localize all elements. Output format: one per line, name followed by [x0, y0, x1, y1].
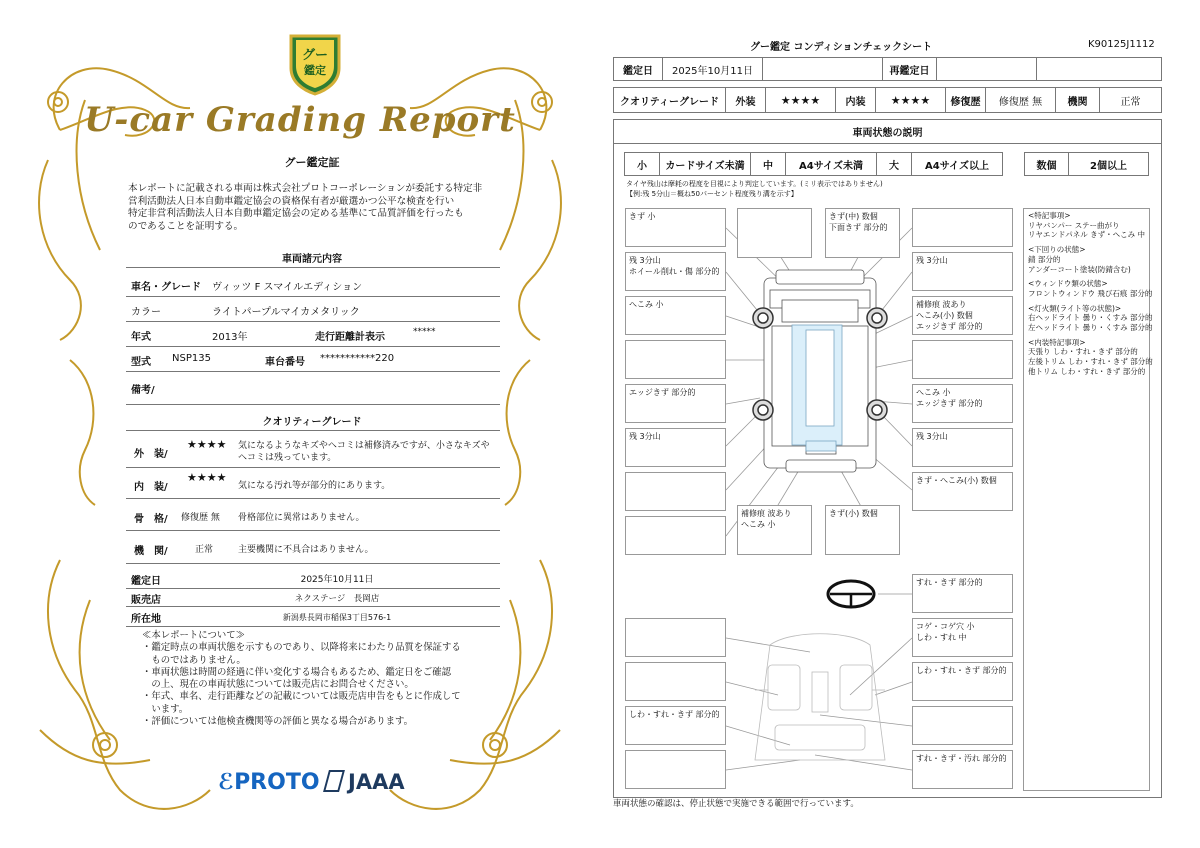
jaaa-logo: JAAA — [326, 770, 405, 794]
exterior-label: 外装 — [725, 87, 766, 113]
exterior-stars: ★★★★ — [765, 87, 836, 113]
damage-box-top-2: きず(中) 数個 下面きず 部分的 — [825, 208, 900, 258]
frame-value: 修復歴 無 — [181, 513, 220, 523]
damage-box-interior-right-3 — [912, 706, 1013, 745]
specs-section-title: 車両諸元内容 — [282, 254, 342, 265]
damage-box-steering: すれ・きず 部分的 — [912, 574, 1013, 613]
size-count: 数個 — [1024, 152, 1069, 176]
appraisal-date-label: 鑑定日 — [131, 576, 161, 587]
special-notes: <特記事項> リヤバンパー ステー曲がり リヤエンドパネル きず・へこみ 中 <下回りの状態> 錆 部分的 アンダーコート塗装(防錆含む) <ウィンドウ類の状態> フロントウィンドウ 飛び石痕 部分的 <灯火類(ライト等の状態)> 右ヘッドライト 曇り・くすみ 部分的 左ヘッドライト 曇り・くすみ 部分的 <内装特記事項> 天張り しわ・すれ・きず 部分的 左後トリム しわ・すれ・きず 部分的 他トリム しわ・すれ・きず 部分的 — [1023, 208, 1150, 791]
model-value: NSP135 — [172, 353, 211, 364]
proto-mark-icon: ℰ — [218, 770, 235, 795]
engine-value: 正常 — [195, 545, 214, 555]
damage-box-left-5: エッジきず 部分的 — [625, 384, 726, 423]
intro-text: 本レポートに記載される車両は株式会社プロトコーポレーションが委託する特定非 営利活動法人日本自動車鑑定協会の資格保有者が厳選かつ公平な検査を行い 特定非営利活動法人日本自動車鑑定協会の定める基準にて品質評価を行ったも のであることを証明する。 — [128, 183, 483, 232]
size-small: 小 — [624, 152, 660, 176]
color-label: カラー — [131, 307, 161, 318]
damage-box-left-6: 残 3分山 — [625, 428, 726, 467]
doc-id: K90125J1112 — [1088, 39, 1155, 50]
history-label: 修復歴 — [945, 87, 986, 113]
check-sheet-panel — [600, 0, 1200, 848]
damage-box-left-3: へこみ 小 — [625, 296, 726, 335]
sheet-footer: 車両状態の確認は、停止状態で実施できる範囲で行っています。 — [613, 799, 859, 809]
model-label: 型式 — [131, 357, 151, 368]
engine-label: 機 関/ — [134, 546, 168, 557]
damage-box-right-7: きず・へこみ(小) 数個 — [912, 472, 1013, 511]
exterior-stars: ★★★★ — [187, 438, 227, 451]
chassis-value: ***********220 — [320, 353, 395, 364]
steering-wheel-icon — [828, 581, 874, 607]
interior-label: 内 装/ — [134, 482, 168, 493]
interior-stars: ★★★★ — [875, 87, 946, 113]
damage-box-right-2: 残 3分山 — [912, 252, 1013, 291]
damage-box-left-8 — [625, 516, 726, 555]
mileage-label: 走行距離計表示 — [315, 332, 385, 343]
address-value: 新潟県長岡市稲保3丁目576-1 — [282, 613, 392, 622]
damage-box-right-1 — [912, 208, 1013, 247]
badge-line2: 鑑定 — [304, 64, 326, 77]
interior-stars: ★★★★ — [187, 471, 227, 484]
size-small-desc: カードサイズ未満 — [659, 152, 751, 176]
interior-text: 気になる汚れ等が部分的にあります。 — [238, 481, 391, 491]
name-label: 車名・グレード — [131, 282, 201, 293]
damage-box-right-3: 補修痕 波あり へこみ(小) 数個 エッジきず 部分的 — [912, 296, 1013, 335]
tire-note: タイヤ残山は摩耗の程度を目視により判定しています。(ミリ表示ではありません) 【例:残 5分山＝概ね50パーセント程度残り溝を示す】 — [626, 180, 883, 198]
exterior-label: 外 装/ — [134, 449, 168, 460]
report-title: U-car Grading Report — [84, 100, 516, 140]
reappraisal-label: 再鑑定日 — [882, 57, 937, 81]
jaaa-mark-icon — [323, 770, 345, 792]
year-label: 年式 — [131, 332, 151, 343]
damage-box-interior-left-2 — [625, 662, 726, 701]
damage-box-interior-left-4 — [625, 750, 726, 789]
engine-label: 機関 — [1055, 87, 1100, 113]
appraisal-date-value: 2025年10月11日 — [300, 575, 374, 585]
quality-grade-label: クオリティーグレード — [613, 87, 726, 113]
engine-text: 主要機関に不具合はありません。 — [238, 545, 374, 555]
damage-box-right-5: へこみ 小 エッジきず 部分的 — [912, 384, 1013, 423]
damage-box-interior-right-2: しわ・すれ・きず 部分的 — [912, 662, 1013, 701]
goo-appraisal-badge — [287, 30, 343, 96]
name-value: ヴィッツ F スマイルエディション — [212, 282, 363, 293]
size-large: 大 — [876, 152, 912, 176]
exterior-text: 気になるようなキズやヘコミは補修済みですが、小さなキズや ヘコミは残っています。 — [238, 441, 490, 463]
remarks-label: 備考/ — [131, 385, 155, 396]
address-label: 所在地 — [131, 614, 161, 625]
damage-box-bottom-1: 補修痕 波あり へこみ 小 — [737, 505, 812, 555]
chassis-label: 車台番号 — [265, 357, 305, 368]
color-value: ライトパープルマイカメタリック — [212, 307, 360, 318]
cert-title: グー鑑定証 — [284, 156, 340, 169]
mileage-value: ***** — [413, 327, 436, 337]
frame-label: 骨 格/ — [134, 514, 168, 525]
size-large-desc: A4サイズ以上 — [911, 152, 1003, 176]
size-count-desc: 2個以上 — [1068, 152, 1149, 176]
interior-label: 内装 — [835, 87, 876, 113]
engine-value: 正常 — [1099, 87, 1162, 113]
damage-box-interior-left-1 — [625, 618, 726, 657]
date-label: 鑑定日 — [613, 57, 663, 81]
notes: ≪本レポートについて≫ ・鑑定時点の車両状態を示すものであり、以降将来にわたり品質を保証する ものではありません。 ・車両状態は時間の経過に伴い変化する場合もあるため、鑑定日をご確認 の上、現在の車両状態については販売店にお問合せください。 ・年式、車名、走行距離などの記載については販売店申告をもとに作成して います。 ・評価については他検査機関等の評価と異なる場合があります。 — [142, 630, 461, 728]
damage-box-interior-left-3: しわ・すれ・きず 部分的 — [625, 706, 726, 745]
damage-box-interior-right-1: コゲ・コゲ穴 小 しわ・すれ 中 — [912, 618, 1013, 657]
history-value: 修復歴 無 — [985, 87, 1056, 113]
damage-box-left-4 — [625, 340, 726, 379]
damage-box-interior-right-4: すれ・きず・汚れ 部分的 — [912, 750, 1013, 789]
size-medium: 中 — [750, 152, 786, 176]
badge-line1: グー — [301, 48, 328, 63]
date-value: 2025年10月11日 — [662, 57, 763, 81]
frame-text: 骨格部位に異常はありません。 — [238, 513, 365, 523]
quality-section-title: クオリティーグレード — [262, 417, 362, 428]
damage-box-left-7 — [625, 472, 726, 511]
sheet-title: グー鑑定 コンディションチェックシート — [750, 42, 933, 53]
condition-title: 車両状態の説明 — [613, 119, 1162, 144]
proto-logo: ℰPROTO — [218, 770, 320, 795]
damage-box-top-1 — [737, 208, 812, 258]
shop-label: 販売店 — [131, 595, 161, 606]
size-medium-desc: A4サイズ未満 — [785, 152, 877, 176]
damage-box-bottom-2: きず(小) 数個 — [825, 505, 900, 555]
shop-value: ネクステージ 長岡店 — [294, 594, 380, 604]
damage-box-left-2: 残 3分山 ホイール削れ・傷 部分的 — [625, 252, 726, 291]
year-value: 2013年 — [212, 332, 248, 343]
damage-box-right-4 — [912, 340, 1013, 379]
damage-box-right-6: 残 3分山 — [912, 428, 1013, 467]
damage-box-left-1: きず 小 — [625, 208, 726, 247]
